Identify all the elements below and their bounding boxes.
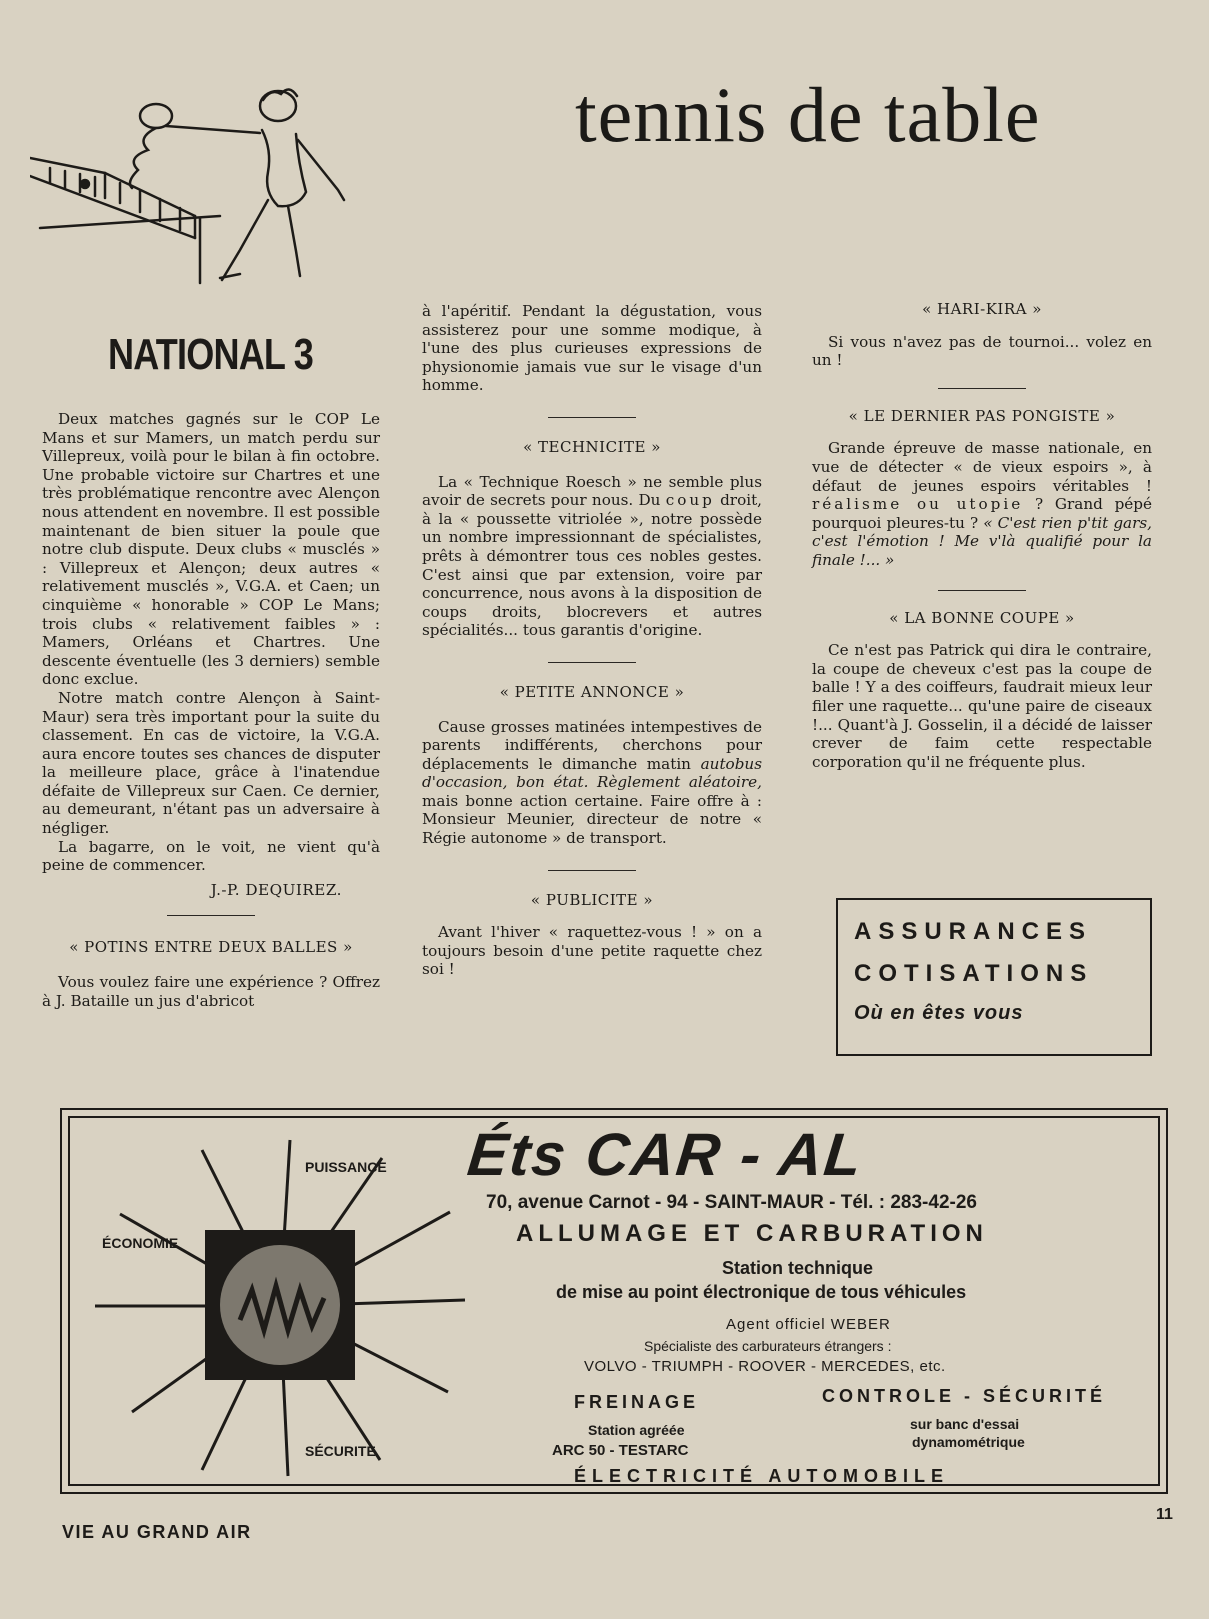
subheading: « LE DERNIER PAS PONGISTE » (848, 406, 1116, 425)
sun-logo-icon (90, 1130, 470, 1482)
divider (548, 662, 636, 663)
ad-controle: CONTROLE - SÉCURITÉ (822, 1386, 1107, 1406)
subheading: « HARI-KIRA » (922, 300, 1042, 318)
ad-controle-sub2: dynamométrique (912, 1434, 1025, 1450)
text-run: La « Technique Roesch » ne semble plus avoir de secrets pour nous. Du (422, 472, 762, 510)
ad-station-line1: Station technique (722, 1258, 874, 1278)
column-1 (42, 410, 380, 1010)
text-run: coup (665, 491, 715, 510)
sun-label-puissance: PUISSANCE (305, 1159, 387, 1175)
divider (548, 417, 636, 418)
article-paragraph: Si vous n'avez pas de tournoi... volez en un ! (812, 332, 1152, 370)
text-run: mais bonne action certaine. Faire offre à : Monsieur Meunier, directeur de notre « Régie autonome » de transport. (422, 791, 762, 848)
page-number: 11 (1156, 1506, 1173, 1523)
ad-address: 70, avenue Carnot - 94 - SAINT-MAUR - Tél. : 283-42-26 (486, 1192, 977, 1213)
magazine-name: VIE AU GRAND AIR (62, 1522, 252, 1542)
divider (548, 870, 636, 871)
ad-controle-sub1: sur banc d'essai (910, 1416, 1020, 1432)
ping-pong-player-illustration (30, 88, 370, 298)
advertisement (60, 1108, 1168, 1494)
subheading: « LA BONNE COUPE » (889, 608, 1075, 627)
subheading: « TECHNICITE » (523, 437, 661, 456)
article-paragraph: à l'apéritif. Pendant la dégustation, vous assisterez pour une somme modique, à l'une des plus curieuses expressions de physionomie jamais vue sur le visage d'un homme. (422, 302, 762, 395)
text-run: Grande épreuve de masse nationale, en vue de détecter « de vieux espoirs », à défaut de jeunes espoirs véritables ! (812, 439, 1152, 495)
column-2 (422, 302, 762, 979)
article-paragraph (422, 718, 762, 848)
text-run: autobus d'occasion, bon état. Règlement aléatoire, (422, 754, 762, 792)
article-paragraph (422, 473, 762, 640)
ad-freinage: FREINAGE (574, 1392, 700, 1412)
ad-specialist: Spécialiste des carburateurs étrangers : (644, 1338, 892, 1354)
subheading: « POTINS ENTRE DEUX BALLES » (69, 938, 353, 957)
page-title: tennis de table (575, 71, 1041, 158)
ad-agent: Agent officiel WEBER (726, 1316, 891, 1333)
text-run: ? Grand pépé pourquoi pleures-tu ? (812, 495, 1152, 532)
article-paragraph: Ce n'est pas Patrick qui dira le contraire, la coupe de cheveux c'est pas la coupe de balle ! Y a des coiffeurs, faudrait mieux leur filer une raquette... qu'une paire de ciseaux !... Quant'à J. Gosselin, il a décidé de laisser crever de faim cette respectable corporation qu'il ne fréquente plus. (812, 641, 1152, 771)
insurance-box (836, 898, 1152, 1056)
article-paragraph: Notre match contre Alençon à Saint-Maur) sera très important pour la suite du classement. En cas de victoire, la V.G.A. aura encore toutes ses chances de disputer la meilleure place, grâce à l'inatendue défaite de Villepreux sur Caen. Ce dernier, au demeurant, n'étant pas un adversaire à négliger. (42, 688, 380, 838)
divider (938, 590, 1026, 591)
section-title: NATIONAL 3 (108, 330, 313, 379)
ad-station-line2: de mise au point électronique de tous véhicules (556, 1282, 967, 1302)
subheading: « PETITE ANNONCE » (499, 682, 685, 701)
subheading: « PUBLICITE » (530, 890, 654, 909)
divider (167, 915, 255, 916)
ad-electricite: ÉLECTRICITÉ AUTOMOBILE (574, 1466, 949, 1486)
column-3 (812, 300, 1152, 771)
ad-car-brands: VOLVO - TRIUMPH - ROOVER - MERCEDES, etc. (584, 1358, 946, 1375)
author-signature: J.-P. DEQUIREZ. (210, 880, 342, 899)
article-paragraph: La bagarre, on le voit, ne vient qu'à peine de commencer. (42, 837, 380, 875)
ad-headline: ALLUMAGE ET CARBURATION (516, 1220, 988, 1247)
insurance-line: ASSURANCES (854, 918, 1093, 945)
text-run: « C'est rien p'tit gars, c'est l'émotion ! Me v'là qualifié pour la finale !... » (812, 513, 1152, 569)
text-run: Cause grosses matinées intempestives de parents indifférents, cherchons pour déplacements le dimanche matin (422, 717, 762, 773)
divider (938, 388, 1026, 389)
sun-label-securite: SÉCURITE (305, 1443, 376, 1459)
text-run: droit, à la « poussette vitriolée », notre possède un nombre impressionnant de spécialistes, prêts à démontrer tous ces nobles gestes. C'est ainsi que par extension, voire par concurrence, nous avons à la disposition de coups droits, blocrevers et autres spécialités... tous garantis d'origine. (422, 491, 762, 640)
ad-freinage-sub1: Station agréée (588, 1422, 685, 1438)
ad-brand-name: Éts CAR - AL (464, 1121, 867, 1188)
article-paragraph (812, 439, 1152, 569)
ad-freinage-sub2: ARC 50 - TESTARC (552, 1442, 689, 1459)
question-line: Où en êtes vous (854, 1002, 1024, 1024)
article-paragraph: Vous voulez faire une expérience ? Offrez à J. Bataille un jus d'abricot (42, 973, 380, 1010)
article-paragraph: Deux matches gagnés sur le COP Le Mans et sur Mamers, un match perdu sur Villepreux, voilà pour le bilan à fin octobre. Une probable victoire sur Chartres et une très problématique rencontre avec Alençon nous attendent en novembre. Il est possible maintenant de bien situer la poule que notre club dispute. Deux clubs « musclés » : Villepreux et Alençon; deux autres « relativement musclés », V.G.A. et Caen; un cinquième « honorable » COP Le Mans; trois clubs « relativement faibles » : Mamers, Orléans et Chartres. Une descente éventuelle (les 3 derniers) semble donc exclue. (42, 410, 380, 689)
contributions-line: COTISATIONS (854, 960, 1094, 987)
text-run: réalisme ou utopie (812, 495, 1024, 514)
sun-label-economie: ÉCONOMIE (102, 1235, 179, 1251)
article-paragraph: Avant l'hiver « raquettez-vous ! » on a toujours besoin d'une petite raquette chez soi ! (422, 923, 762, 979)
